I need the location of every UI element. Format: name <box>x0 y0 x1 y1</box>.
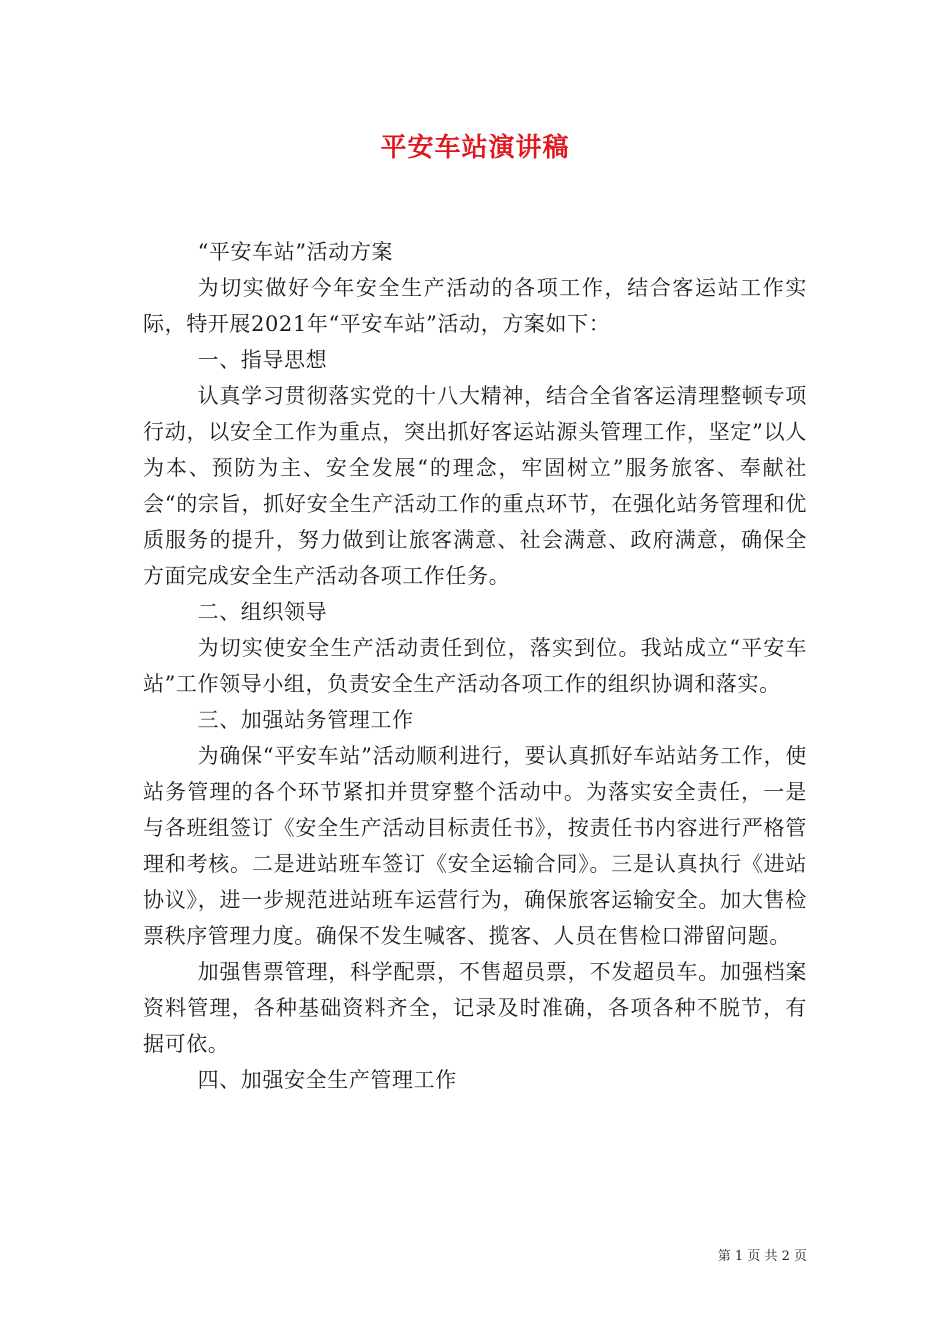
document-body <box>143 234 807 1098</box>
section-heading-guiding-ideology: 一、指导思想 <box>197 348 328 372</box>
paragraph-plan-heading: “平安车站”活动方案 <box>197 240 394 264</box>
section-heading-safety-production: 四、加强安全生产管理工作 <box>197 1068 457 1092</box>
paragraph-ticket-management: 加强售票管理，科学配票，不售超员票，不发超员车。加强档案资料管理，各种基础资料齐全，记录及时准确，各项各种不脱节，有据可依。 <box>143 960 807 1056</box>
page-number-footer: 第 1 页 共 2 页 <box>717 1249 807 1264</box>
section-heading-organization: 二、组织领导 <box>197 600 328 624</box>
paragraph-guiding-ideology: 认真学习贯彻落实党的十八大精神，结合全省客运清理整顿专项行动，以安全工作为重点，突出抓好客运站源头管理工作，坚定”以人为本、预防为主、安全发展“的理念，牢固树立”服务旅客、奉献社会“的宗旨，抓好安全生产活动工作的重点环节，在强化站务管理和优质服务的提升，努力做到让旅客满意、社会满意、政府满意，确保全方面完成安全生产活动各项工作任务。 <box>143 384 807 588</box>
paragraph-intro: 为切实做好今年安全生产活动的各项工作，结合客运站工作实际，特开展2021年“平安车站”活动，方案如下： <box>143 276 807 336</box>
paragraph-station-management: 为确保“平安车站”活动顺利进行，要认真抓好车站站务工作，使站务管理的各个环节紧扣并贯穿整个活动中。为落实安全责任，一是与各班组签订《安全生产活动目标责任书》，按责任书内容进行严格管理和考核。二是进站班车签订《安全运输合同》。三是认真执行《进站协议》，进一步规范进站班车运营行为，确保旅客运输安全。加大售检票秩序管理力度。确保不发生喊客、揽客、人员在售检口滞留问题。 <box>143 744 807 948</box>
section-heading-station-management: 三、加强站务管理工作 <box>197 708 414 732</box>
paragraph-organization: 为切实使安全生产活动责任到位，落实到位。我站成立“平安车站”工作领导小组，负责安全生产活动各项工作的组织协调和落实。 <box>143 636 807 696</box>
document-title: 平安车站演讲稿 <box>380 133 570 163</box>
